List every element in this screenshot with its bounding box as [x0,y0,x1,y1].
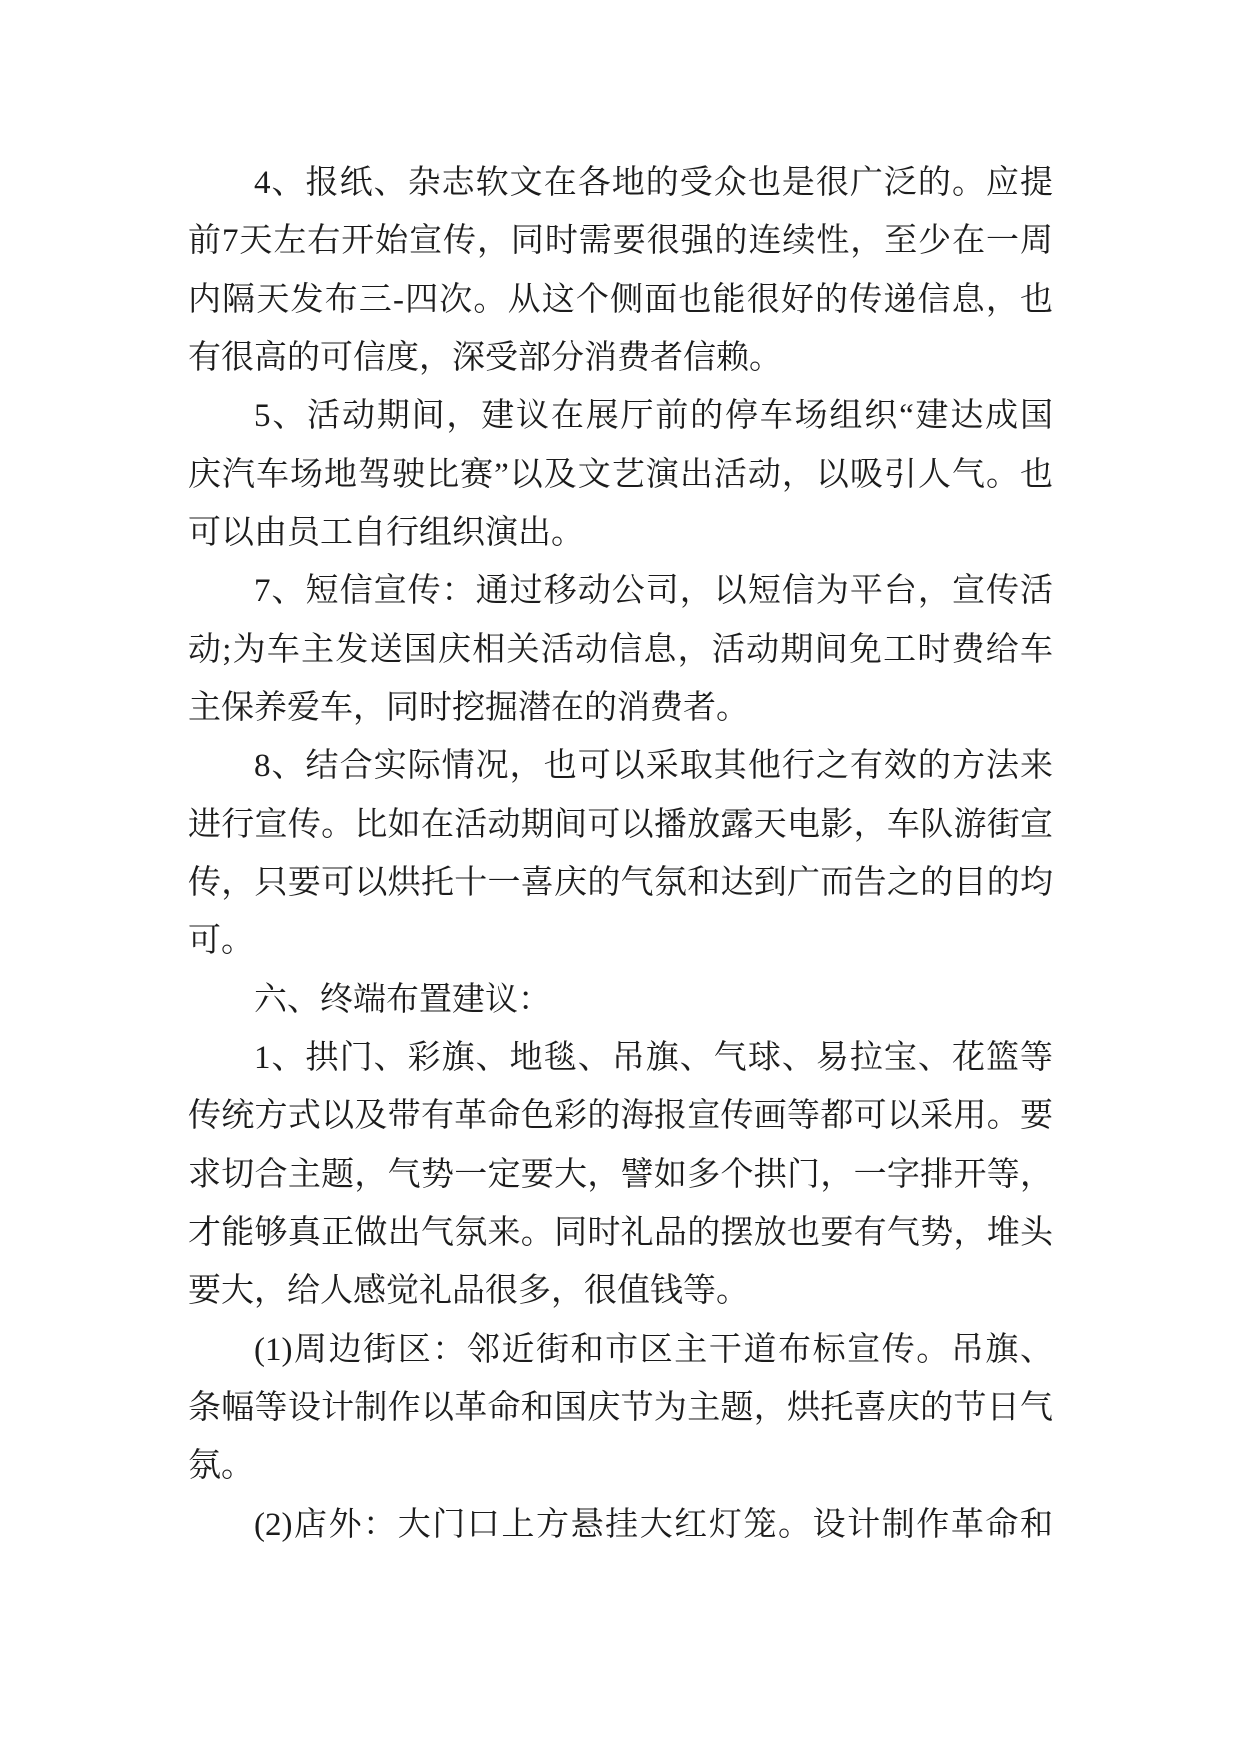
paragraph-line: 氛。 [188,1448,254,1485]
paragraph-line: 7、短信宣传：通过移动公司，以短信为平台，宣传活 [254,573,1053,610]
paragraph-store-exterior [188,1496,1053,1554]
page-body [188,154,1053,1554]
paragraph-line: 动;为车主发送国庆相关活动信息，活动期间免工时费给车 [188,631,1053,668]
paragraph-line: 庆汽车场地驾驶比赛”以及文艺演出活动，以吸引人气。也 [188,456,1053,493]
paragraph-line: 条幅等设计制作以革命和国庆节为主题，烘托喜庆的节日气 [188,1389,1053,1426]
paragraph-line: 前7天左右开始宣传，同时需要很强的连续性，至少在一周 [188,223,1053,260]
paragraph-newspaper-ads [188,154,1053,387]
section-heading-text: 六、终端布置建议： [254,981,551,1018]
paragraph-line: (2)店外：大门口上方悬挂大红灯笼。设计制作革命和 [254,1506,1053,1543]
paragraph-line: 求切合主题，气势一定要大，譬如多个拱门，一字排开等， [188,1156,1053,1193]
paragraph-event-activities [188,387,1053,562]
paragraph-line: 进行宣传。比如在活动期间可以播放露天电影，车队游街宣 [188,806,1053,843]
paragraph-line: 内隔天发布三-四次。从这个侧面也能很好的传递信息，也 [188,281,1053,318]
paragraph-line: 4、报纸、杂志软文在各地的受众也是很广泛的。应提 [254,165,1053,201]
paragraph-line: 可以由员工自行组织演出。 [188,514,584,551]
paragraph-line: 主保养爱车，同时挖掘潜在的消费者。 [188,689,749,726]
paragraph-line: 要大，给人感觉礼品很多，很值钱等。 [188,1273,749,1310]
paragraph-line: 8、结合实际情况，也可以采取其他行之有效的方法来 [254,748,1053,785]
paragraph-line: 传，只要可以烘托十一喜庆的气氛和达到广而告之的目的均 [188,864,1053,901]
paragraph-line: (1)周边街区：邻近街和市区主干道布标宣传。吊旗、 [254,1331,1053,1368]
paragraph-line: 有很高的可信度，深受部分消费者信赖。 [188,339,782,376]
paragraph-line: 可。 [188,923,254,960]
paragraph-other-methods [188,737,1053,970]
paragraph-decoration-items [188,1029,1053,1321]
section-heading [188,971,1053,1029]
paragraph-line: 才能够真正做出气氛来。同时礼品的摆放也要有气势，堆头 [188,1214,1053,1251]
paragraph-sms-promotion [188,562,1053,737]
paragraph-surrounding-streets [188,1321,1053,1496]
paragraph-line: 传统方式以及带有革命色彩的海报宣传画等都可以采用。要 [188,1098,1053,1135]
paragraph-line: 1、拱门、彩旗、地毯、吊旗、气球、易拉宝、花篮等 [254,1039,1053,1076]
paragraph-line: 5、活动期间，建议在展厅前的停车场组织“建达成国 [254,398,1053,435]
